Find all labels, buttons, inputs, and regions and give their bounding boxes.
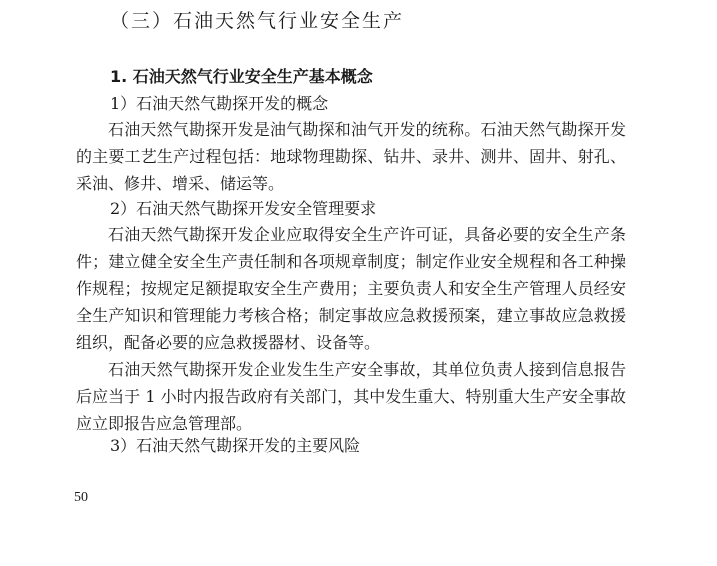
subsection-title: 1. 石油天然气行业安全生产基本概念 (110, 67, 373, 86)
paragraph-block-concept (76, 116, 626, 197)
paragraph: 石油天然气勘探开发是油气勘探和油气开发的统称。石油天然气勘探开发的主要工艺生产过程包括：地球物理勘探、钻井、录井、测井、固井、射孔、采油、修井、增采、储运等。 (76, 120, 626, 193)
item-heading-safety-requirements: 2）石油天然气勘探开发安全管理要求 (110, 199, 377, 218)
paragraph-block-safety-requirements (76, 221, 626, 437)
item-heading-main-risks: 3）石油天然气勘探开发的主要风险 (110, 436, 361, 455)
item-heading-concept: 1）石油天然气勘探开发的概念 (110, 94, 329, 113)
paragraph: 石油天然气勘探开发企业应取得安全生产许可证，具备必要的安全生产条件；建立健全安全生产责任制和各项规章制度；制定作业安全规程和各工种操作规程；按规定足额提取安全生产费用；主要负责人和安全生产管理人员经安全生产知识和管理能力考核合格；制定事故应急救援预案，建立事故应急救援组织，配备必要的应急救援器材、设备等。 (76, 225, 626, 352)
section-title: （三）石油天然气行业安全生产 (110, 10, 405, 32)
paragraph: 石油天然气勘探开发企业发生生产安全事故，其单位负责人接到信息报告后应当于 1 小时内报告政府有关部门，其中发生重大、特别重大生产安全事故应立即报告应急管理部。 (76, 360, 626, 433)
page-number: 50 (74, 490, 88, 505)
